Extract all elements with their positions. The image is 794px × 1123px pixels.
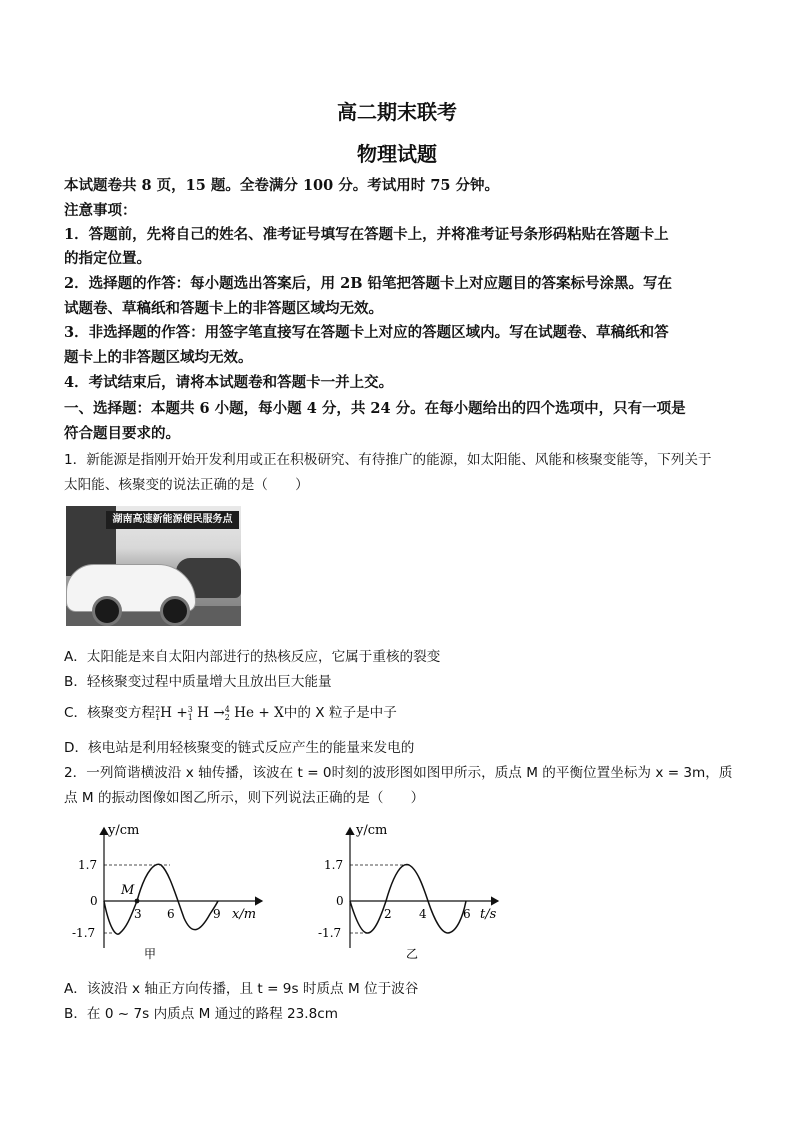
photo-banner-text: 湖南高速新能源便民服务点 <box>106 511 239 529</box>
note-line: 试题卷、草稿纸和答题卡上的非答题区域均无效。 <box>64 300 383 317</box>
graph-caption: 乙 <box>406 947 419 961</box>
origin-label: 0 <box>90 894 98 908</box>
note-line: 的指定位置。 <box>64 250 151 267</box>
exam-intro: 本试题卷共 8 页，15 题。全卷满分 100 分。考试用时 75 分钟。 <box>64 177 500 194</box>
option-b: B．在 0 ~ 7s 内质点 M 通过的路程 23.8cm <box>64 1006 338 1022</box>
option-a: A．太阳能是来自太阳内部进行的热核反应，它属于重核的裂变 <box>64 649 441 665</box>
y-tick-label: 1.7 <box>78 858 98 872</box>
point-m-label: M <box>121 883 135 898</box>
option-c-prefix: C．核聚变方程 <box>64 705 156 721</box>
page-subtitle: 物理试题 <box>357 142 437 166</box>
question-stem: 点 M 的振动图像如图乙所示，则下列说法正确的是（ ） <box>64 790 425 806</box>
option-b: B．轻核聚变过程中质量增大且放出巨大能量 <box>64 674 332 690</box>
option-c-suffix: 中的 X 粒子是中子 <box>283 705 397 721</box>
fusion-equation: 2 1H +3 1 H →4 2 He + X <box>155 704 284 722</box>
x-axis-label: x/m <box>232 907 257 922</box>
note-line: 3．非选择题的作答：用签字笔直接写在答题卡上对应的答题区域内。写在试题卷、草稿纸和答 <box>64 324 669 341</box>
x-tick-label: 4 <box>419 907 427 921</box>
x-tick-label: 3 <box>134 907 142 921</box>
x-tick-label: 6 <box>463 907 471 921</box>
option-a: A．该波沿 x 轴正方向传播，且 t = 9s 时质点 M 位于波谷 <box>64 981 419 997</box>
point-m <box>135 899 140 904</box>
x-tick-label: 6 <box>167 907 175 921</box>
wave-graph-a <box>72 818 280 966</box>
question-stem: 1．新能源是指刚开始开发利用或正在积极研究、有待推广的能源，如太阳能、风能和核聚变能等，下列关于 <box>64 452 712 468</box>
vibration-graph-b <box>320 818 510 966</box>
origin-label: 0 <box>336 894 344 908</box>
section-heading: 一、选择题：本题共 6 小题，每小题 4 分，共 24 分。在每小题给出的四个选项中，只有一项是 <box>64 400 686 417</box>
y-axis-label: y/cm <box>108 823 140 838</box>
notes-title: 注意事项： <box>64 202 137 219</box>
x-tick-label: 2 <box>384 907 392 921</box>
page-title: 高二期末联考 <box>337 100 457 124</box>
note-line: 4．考试结束后，请将本试题卷和答题卡一并上交。 <box>64 374 394 391</box>
y-tick-label: 1.7 <box>324 858 344 872</box>
y-tick-label: -1.7 <box>318 926 342 940</box>
question-stem: 2．一列简谐横波沿 x 轴传播，该波在 t = 0时刻的波形图如图甲所示，质点 M 的平衡位置坐标为 x = 3m，质 <box>64 765 733 781</box>
graph-caption: 甲 <box>144 947 157 961</box>
note-line: 2．选择题的作答：每小题选出答案后，用 2B 铅笔把答题卡上对应题目的答案标号涂黑。写在 <box>64 275 673 292</box>
new-energy-station-photo <box>66 506 241 626</box>
option-d: D．核电站是利用轻核聚变的链式反应产生的能量来发电的 <box>64 740 415 756</box>
wave-curve <box>104 864 218 934</box>
note-line: 题卡上的非答题区域均无效。 <box>64 349 253 366</box>
y-axis-label: y/cm <box>356 823 388 838</box>
question-stem: 太阳能、核聚变的说法正确的是（ ） <box>64 477 309 493</box>
option-c <box>64 701 397 722</box>
vibration-curve <box>350 865 466 934</box>
section-heading: 符合题目要求的。 <box>64 425 180 442</box>
note-line: 1．答题前，先将自己的姓名、准考证号填写在答题卡上，并将准考证号条形码粘贴在答题卡上 <box>64 226 669 243</box>
y-tick-label: -1.7 <box>72 926 96 940</box>
x-tick-label: 9 <box>213 907 221 921</box>
x-axis-label: t/s <box>480 907 497 922</box>
